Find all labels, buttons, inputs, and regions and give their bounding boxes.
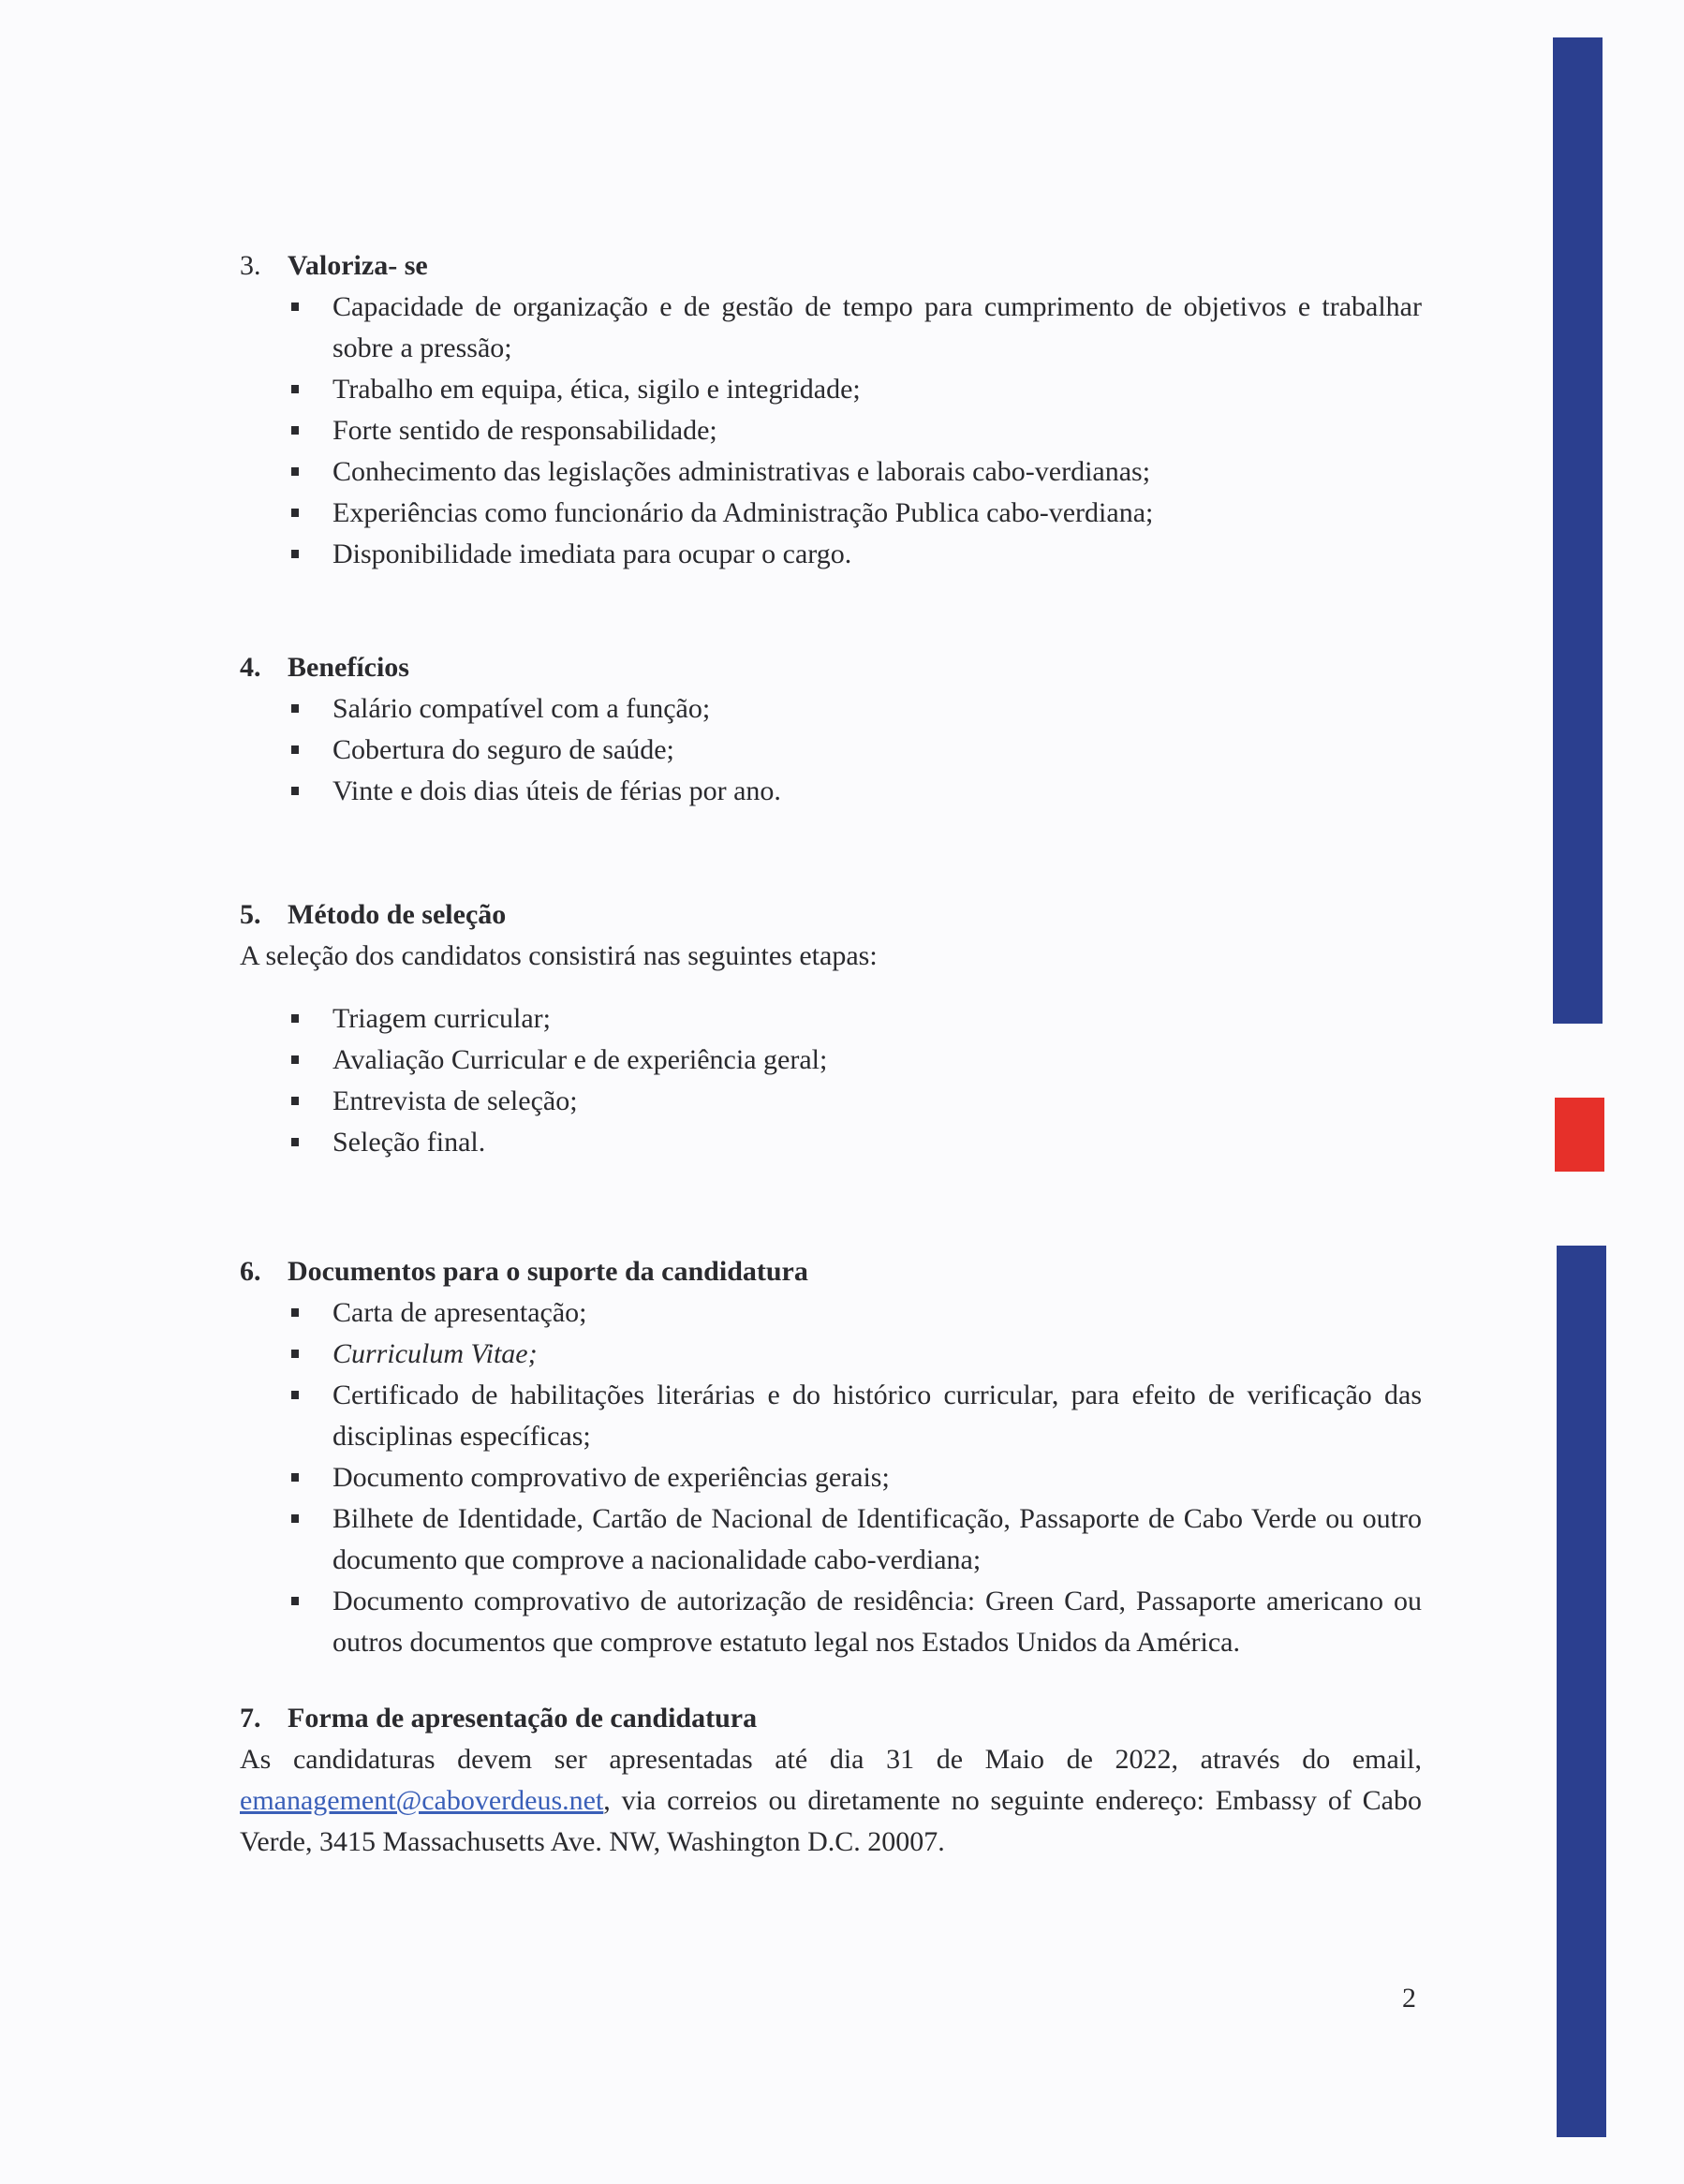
square-bullet-icon	[291, 1597, 299, 1605]
list-item	[240, 1581, 1422, 1663]
list-item-text: Certificado de habilitações literárias e do histórico curricular, para efeito de verificação das disciplinas específicas;	[332, 1380, 1422, 1452]
list-item-text: Capacidade de organização e de gestão de tempo para cumprimento de objetivos e trabalhar sobre a pressão;	[332, 291, 1422, 363]
list-item-text: Carta de apresentação;	[332, 1297, 587, 1328]
list-item	[240, 771, 1422, 812]
list-item	[240, 287, 1422, 369]
page-number: 2	[1402, 1983, 1416, 2014]
section-title: Forma de apresentação de candidatura	[288, 1703, 758, 1734]
list-item-text: Trabalho em equipa, ética, sigilo e integridade;	[332, 374, 861, 405]
list-item	[240, 1498, 1422, 1581]
list-item-text: Triagem curricular;	[332, 1003, 551, 1034]
section-heading	[240, 647, 1422, 688]
square-bullet-icon	[291, 1514, 299, 1523]
list-item-text: Documento comprovativo de autorização de residência: Green Card, Passaporte americano ou outros documentos que comprove estatuto legal nos Estados Unidos da América.	[332, 1586, 1422, 1658]
paragraph-text-after-link: , via correios ou diretamente no seguinte endereço: Embassy of Cabo Verde, 3415 Massachusetts Ave. NW, Washington D.C. 20007.	[240, 1785, 1422, 1857]
square-bullet-icon	[291, 704, 299, 713]
section-valoriza-se	[240, 245, 1422, 575]
list-item-text: Experiências como funcionário da Administração Publica cabo-verdiana;	[332, 497, 1154, 528]
list-item-text: Conhecimento das legislações administrativas e laborais cabo-verdianas;	[332, 456, 1151, 487]
list-item	[240, 1081, 1422, 1122]
list-item-text: Curriculum Vitae;	[332, 1338, 538, 1369]
section-number: 6.	[240, 1256, 261, 1287]
list-item-text: Entrevista de seleção;	[332, 1085, 578, 1116]
square-bullet-icon	[291, 550, 299, 558]
section-title: Benefícios	[288, 652, 409, 683]
square-bullet-icon	[291, 385, 299, 393]
square-bullet-icon	[291, 745, 299, 754]
square-bullet-icon	[291, 1138, 299, 1146]
bullet-list	[240, 1292, 1422, 1663]
section-heading	[240, 1251, 1422, 1292]
list-item	[240, 1122, 1422, 1163]
list-item	[240, 730, 1422, 771]
list-item-text: Documento comprovativo de experiências gerais;	[332, 1462, 890, 1493]
section-number: 4.	[240, 652, 261, 683]
square-bullet-icon	[291, 1473, 299, 1482]
square-bullet-icon	[291, 1350, 299, 1358]
list-item	[240, 451, 1422, 493]
decorative-red-block	[1555, 1098, 1604, 1172]
list-item-text: Disponibilidade imediata para ocupar o cargo.	[332, 539, 852, 569]
list-item	[240, 998, 1422, 1040]
section-heading	[240, 1698, 1422, 1739]
submission-paragraph	[240, 1739, 1422, 1863]
list-item-text: Cobertura do seguro de saúde;	[332, 734, 674, 765]
section-intro: A seleção dos candidatos consistirá nas seguintes etapas:	[240, 940, 878, 971]
section-title: Valoriza- se	[288, 250, 428, 281]
list-item	[240, 1040, 1422, 1081]
square-bullet-icon	[291, 1014, 299, 1023]
section-heading	[240, 245, 1422, 287]
section-heading	[240, 894, 1422, 936]
square-bullet-icon	[291, 1055, 299, 1064]
section-documentos	[240, 1251, 1422, 1663]
paragraph-text-before-link: As candidaturas devem ser apresentadas até dia 31 de Maio de 2022, através do email,	[240, 1744, 1422, 1775]
section-title: Documentos para o suporte da candidatura	[288, 1256, 808, 1287]
section-title: Método de seleção	[288, 899, 507, 930]
square-bullet-icon	[291, 1097, 299, 1105]
square-bullet-icon	[291, 787, 299, 795]
section-metodo-de-selecao	[240, 894, 1422, 1163]
list-item-text: Vinte e dois dias úteis de férias por ano.	[332, 775, 781, 806]
list-item	[240, 1457, 1422, 1498]
section-forma-de-apresentacao	[240, 1698, 1422, 1863]
section-beneficios	[240, 647, 1422, 812]
list-item-text: Salário compatível com a função;	[332, 693, 711, 724]
list-item-text: Forte sentido de responsabilidade;	[332, 415, 717, 446]
list-item	[240, 534, 1422, 575]
bullet-list	[240, 287, 1422, 575]
list-item	[240, 1292, 1422, 1334]
square-bullet-icon	[291, 509, 299, 517]
section-number: 3.	[240, 250, 261, 281]
section-number: 5.	[240, 899, 261, 930]
square-bullet-icon	[291, 467, 299, 476]
email-link[interactable]: emanagement@caboverdeus.net	[240, 1785, 604, 1816]
square-bullet-icon	[291, 1308, 299, 1317]
list-item	[240, 1334, 1422, 1375]
square-bullet-icon	[291, 1391, 299, 1399]
list-item	[240, 493, 1422, 534]
bullet-list	[240, 998, 1422, 1163]
decorative-blue-bar-top	[1553, 37, 1603, 1024]
square-bullet-icon	[291, 426, 299, 435]
list-item	[240, 1375, 1422, 1457]
decorative-blue-bar-bottom	[1557, 1246, 1606, 2137]
section-number: 7.	[240, 1703, 261, 1734]
list-item	[240, 688, 1422, 730]
bullet-list	[240, 688, 1422, 812]
list-item	[240, 410, 1422, 451]
list-item-text: Bilhete de Identidade, Cartão de Nacional de Identificação, Passaporte de Cabo Verde ou outro documento que comprove a nacionalidade cabo-verdiana;	[332, 1503, 1422, 1575]
document-body	[240, 245, 1422, 1863]
square-bullet-icon	[291, 303, 299, 311]
list-item	[240, 369, 1422, 410]
list-item-text: Avaliação Curricular e de experiência geral;	[332, 1044, 828, 1075]
list-item-text: Seleção final.	[332, 1127, 486, 1158]
